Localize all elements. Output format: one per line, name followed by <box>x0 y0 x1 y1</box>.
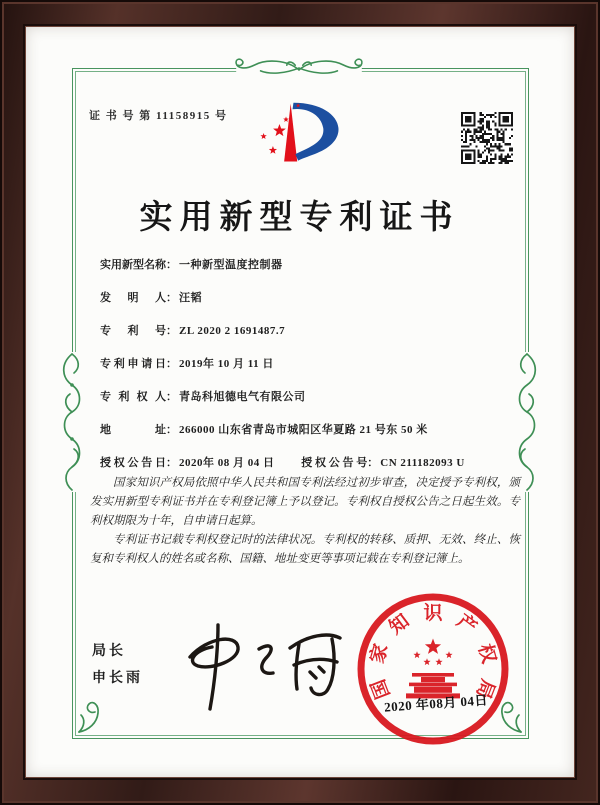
national-emblem-icon <box>406 639 460 699</box>
cnipa-logo-icon <box>239 99 361 169</box>
body-paragraph-2: 专利证书记载专利权登记时的法律状况。专利权的转移、质押、无效、终止、恢复和专利权人的姓名或名称、国籍、地址变更等事项记载在专利登记簿上。 <box>90 534 520 565</box>
field-colon: ： <box>166 358 177 370</box>
field-row-name <box>100 255 526 275</box>
field-colon: ： <box>367 457 379 469</box>
certificate-paper <box>26 27 574 777</box>
grant-date-group <box>100 453 275 473</box>
commissioner-signature-icon <box>160 617 348 715</box>
field-label: 专利申请日 <box>100 358 166 370</box>
field-list <box>100 255 526 486</box>
field-row-patentee <box>100 387 526 407</box>
field-label: 发明人 <box>100 292 166 304</box>
grant-number-group <box>301 453 465 473</box>
seal-char: 国 <box>367 676 395 702</box>
field-value: 汪韬 <box>179 292 202 304</box>
field-label: 专利权人 <box>100 391 166 403</box>
official-seal <box>352 588 514 750</box>
field-label: 授权公告日 <box>100 457 166 469</box>
field-row-filing-date <box>100 354 526 374</box>
field-value: 266000 山东省青岛市城阳区华夏路 21 号东 50 米 <box>179 424 428 436</box>
grant-date: 2020年 08 月 04 日 <box>179 457 275 469</box>
commissioner-block <box>92 643 143 688</box>
seal-char: 知 <box>385 610 414 639</box>
legal-text <box>90 474 520 569</box>
qr-code <box>461 112 513 164</box>
seal-char: 权 <box>473 641 500 666</box>
field-colon: ： <box>166 259 177 271</box>
field-row-grant <box>100 453 526 473</box>
field-label: 地址 <box>100 424 166 436</box>
field-colon: ： <box>166 424 177 436</box>
field-value: 一种新型温度控制器 <box>179 259 283 271</box>
seal-char: 家 <box>366 641 393 666</box>
field-row-patent-no <box>100 321 526 341</box>
seal-char: 产 <box>452 610 481 639</box>
body-paragraph-1: 国家知识产权局依照中华人民共和国专利法经过初步审查，决定授予专利权，颁发实用新型专利证书并在专利登记簿上予以登记。专利权自授权公告之日起生效。专利权期限为十年，自申请日起算。 <box>90 477 520 527</box>
commissioner-title: 局长 <box>92 644 126 659</box>
field-label: 实用新型名称 <box>100 259 166 271</box>
certificate-title: 实用新型专利证书 <box>139 200 460 236</box>
field-colon: ： <box>166 391 177 403</box>
field-value: 青岛科旭德电气有限公司 <box>179 391 306 403</box>
field-row-inventor <box>100 288 526 308</box>
seal-char: 识 <box>423 603 443 624</box>
field-row-address <box>100 420 526 440</box>
flourish-top-icon <box>224 54 374 84</box>
grant-number: CN 211182093 U <box>380 457 465 469</box>
field-colon: ： <box>166 325 177 337</box>
field-label: 授权公告号 <box>301 457 368 469</box>
flourish-left-icon <box>54 352 90 492</box>
field-label: 专利号 <box>100 325 166 337</box>
flourish-bottom-left-icon <box>76 695 106 735</box>
field-colon: ： <box>166 457 177 469</box>
seal-char: 局 <box>471 676 499 702</box>
certificate-number: 证 书 号 第 11158915 号 <box>89 110 228 122</box>
field-value: ZL 2020 2 1691487.7 <box>179 325 286 337</box>
field-value: 2019年 10 月 11 日 <box>179 358 274 370</box>
seal-date: 2020 年08月 04日 <box>383 692 489 715</box>
field-colon: ： <box>166 292 177 304</box>
commissioner-name: 申长雨 <box>92 671 143 686</box>
